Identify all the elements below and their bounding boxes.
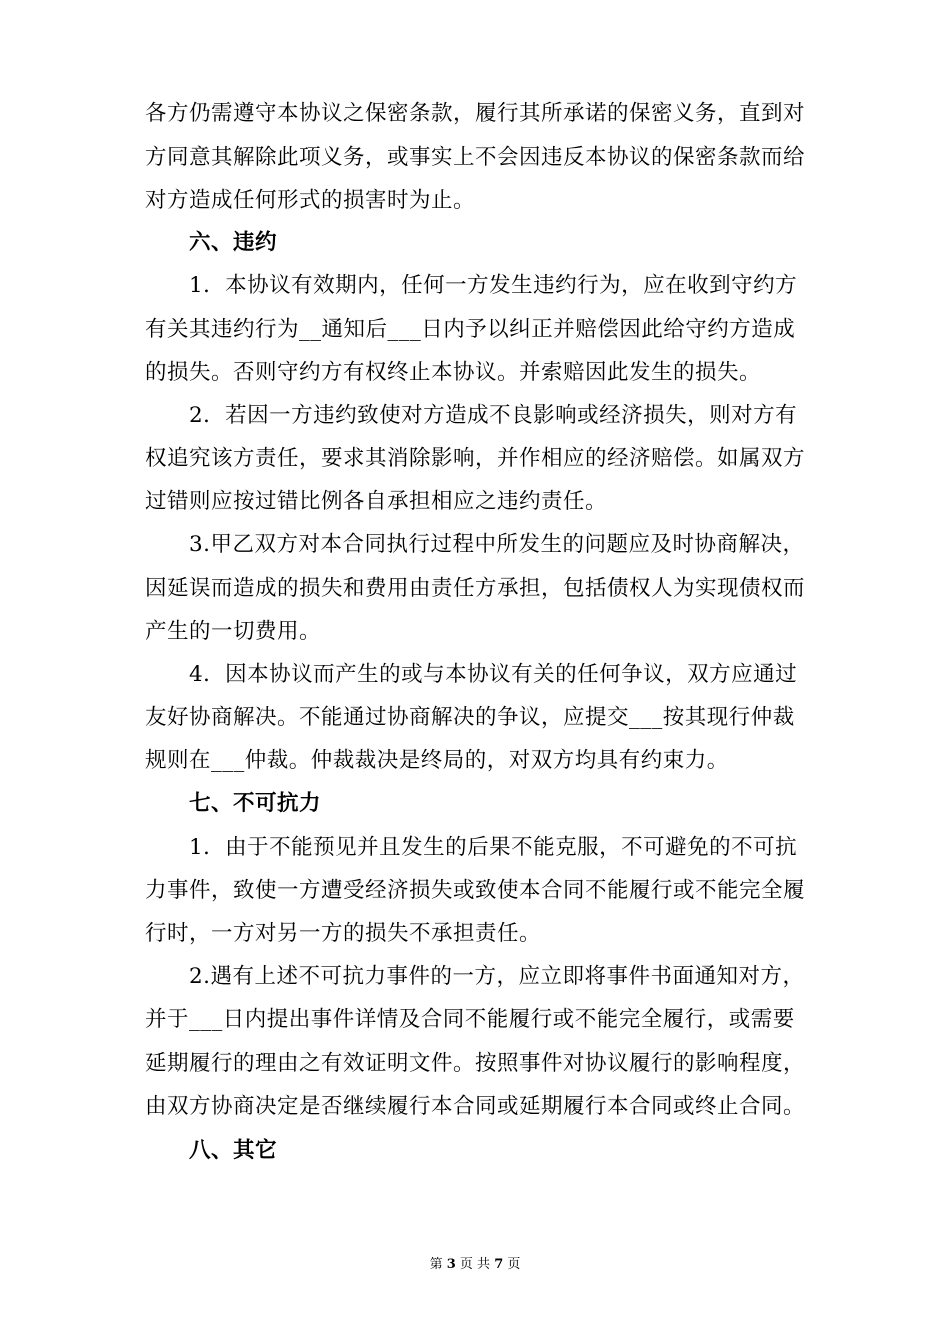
paragraph-line: 2.遇有上述不可抗力事件的一方，应立即将事件书面通知对方， — [189, 964, 805, 989]
section-heading-other: 八、其它 — [189, 1138, 278, 1163]
paragraph-line: 力事件，致使一方遭受经济损失或致使本合同不能履行或不能完全履 — [145, 878, 806, 903]
paragraph-line: 1．由于不能预见并且发生的后果不能克服，不可避免的不可抗 — [189, 835, 798, 860]
section-heading-force-majeure: 七、不可抗力 — [189, 791, 322, 816]
paragraph-line: 3.甲乙双方对本合同执行过程中所发生的问题应及时协商解决， — [189, 532, 805, 557]
paragraph-line: 4．因本协议而产生的或与本协议有关的任何争议，双方应通过 — [189, 662, 798, 687]
current-page-number: 3 — [446, 1257, 456, 1272]
footer-suffix: 页 — [507, 1257, 521, 1272]
paragraph-line: 延期履行的理由之有效证明文件。按照事件对协议履行的影响程度， — [145, 1051, 806, 1076]
paragraph-line: 规则在___仲裁。仲裁裁决是终局的，对双方均具有约束力。 — [145, 748, 729, 773]
paragraph-line: 产生的一切费用。 — [145, 619, 322, 644]
paragraph-line: 权追究该方责任，要求其消除影响，并作相应的经济赔偿。如属双方 — [145, 446, 806, 471]
paragraph-line: 的损失。否则守约方有权终止本协议。并索赔因此发生的损失。 — [145, 360, 762, 385]
paragraph-line: 行时，一方对另一方的损失不承担责任。 — [145, 921, 542, 946]
paragraph-line: 并于___日内提出事件详情及合同不能履行或不能完全履行，或需要 — [145, 1007, 795, 1032]
paragraph-line: 因延误而造成的损失和费用由责任方承担，包括债权人为实现债权而 — [145, 576, 806, 601]
paragraph-line: 方同意其解除此项义务，或事实上不会因违反本协议的保密条款而给 — [145, 145, 806, 170]
paragraph-line: 友好协商解决。不能通过协商解决的争议，应提交___按其现行仲裁 — [145, 705, 795, 730]
paragraph-line: 2．若因一方违约致使对方造成不良影响或经济损失，则对方有 — [189, 403, 798, 428]
section-heading-breach: 六、违约 — [189, 230, 278, 255]
paragraph-line: 对方造成任何形式的损害时为止。 — [145, 188, 476, 213]
footer-prefix: 第 — [429, 1257, 443, 1272]
paragraph-line: 由双方协商决定是否继续履行本合同或延期履行本合同或终止合同。 — [145, 1094, 806, 1119]
paragraph-line: 各方仍需遵守本协议之保密条款，履行其所承诺的保密义务，直到对 — [145, 101, 806, 126]
footer-mid: 页 共 — [459, 1257, 491, 1272]
page-footer — [0, 1256, 950, 1274]
paragraph-line: 过错则应按过错比例各自承担相应之违约责任。 — [145, 489, 608, 514]
total-pages-number: 7 — [494, 1257, 504, 1272]
paragraph-line: 有关其违约行为__通知后___日内予以纠正并赔偿因此给守约方造成 — [145, 317, 796, 342]
paragraph-line: 1．本协议有效期内，任何一方发生违约行为，应在收到守约方 — [189, 273, 798, 298]
